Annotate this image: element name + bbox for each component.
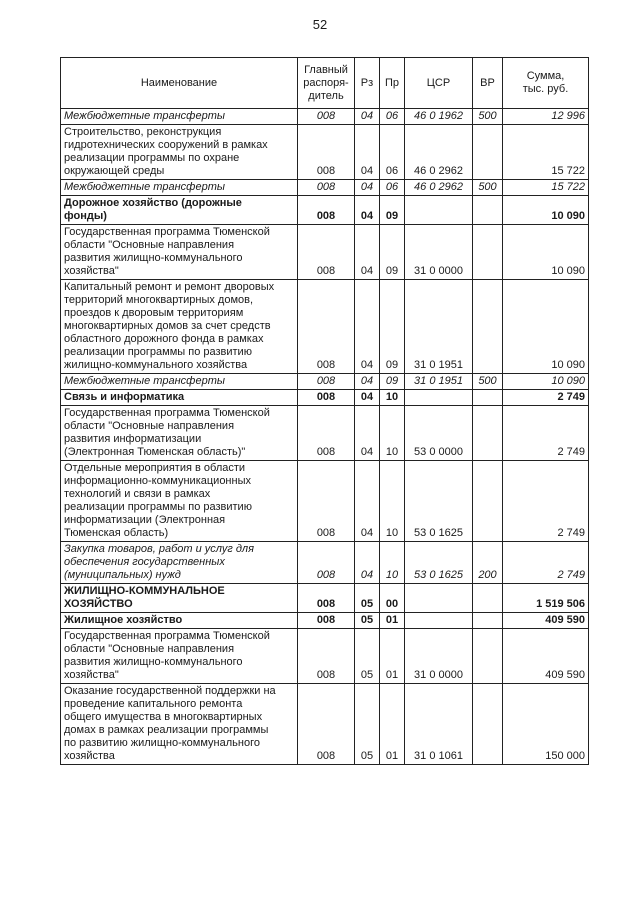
cell-name: Капитальный ремонт и ремонт дворовых территорий многоквартирных домов, проездов к дворовым территориям многоквартирных домов за счет средств областного дорожного фонда в рамках реализации программы по развитию жилищно-коммунального хозяйства	[61, 280, 298, 374]
cell-csr: 53 0 0000	[405, 406, 473, 461]
cell-name: ЖИЛИЩНО-КОММУНАЛЬНОЕ ХОЗЯЙСТВО	[61, 584, 298, 613]
cell-vr: 500	[473, 180, 503, 196]
cell-vr	[473, 125, 503, 180]
cell-admin: 008	[298, 406, 355, 461]
cell-admin: 008	[298, 613, 355, 629]
table-row	[61, 374, 589, 390]
cell-rz: 04	[355, 125, 380, 180]
budget-table	[60, 57, 589, 765]
table-row	[61, 196, 589, 225]
cell-vr	[473, 196, 503, 225]
cell-pr: 10	[380, 406, 405, 461]
cell-pr: 09	[380, 374, 405, 390]
table-row	[61, 613, 589, 629]
cell-rz: 04	[355, 225, 380, 280]
cell-vr	[473, 461, 503, 542]
cell-csr: 31 0 0000	[405, 629, 473, 684]
table-row	[61, 125, 589, 180]
cell-sum: 409 590	[503, 613, 589, 629]
table-row	[61, 584, 589, 613]
cell-csr: 31 0 1061	[405, 684, 473, 765]
cell-vr	[473, 684, 503, 765]
cell-rz: 04	[355, 374, 380, 390]
cell-pr: 01	[380, 684, 405, 765]
cell-name: Дорожное хозяйство (дорожные фонды)	[61, 196, 298, 225]
table-row	[61, 461, 589, 542]
cell-vr	[473, 390, 503, 406]
table-row	[61, 406, 589, 461]
cell-pr: 06	[380, 180, 405, 196]
cell-sum: 10 090	[503, 374, 589, 390]
header-csr: ЦСР	[405, 58, 473, 109]
cell-vr	[473, 629, 503, 684]
cell-pr: 10	[380, 390, 405, 406]
cell-admin: 008	[298, 225, 355, 280]
cell-sum: 15 722	[503, 180, 589, 196]
table-row	[61, 280, 589, 374]
cell-sum: 10 090	[503, 225, 589, 280]
table-row	[61, 109, 589, 125]
header-admin: Главный распоря- дитель	[298, 58, 355, 109]
cell-csr	[405, 390, 473, 406]
cell-pr: 10	[380, 461, 405, 542]
cell-pr: 00	[380, 584, 405, 613]
cell-csr: 46 0 2962	[405, 180, 473, 196]
cell-admin: 008	[298, 374, 355, 390]
cell-sum: 409 590	[503, 629, 589, 684]
cell-csr: 46 0 1962	[405, 109, 473, 125]
cell-pr: 06	[380, 109, 405, 125]
cell-vr	[473, 225, 503, 280]
cell-name: Строительство, реконструкция гидротехнических сооружений в рамках реализации программы по охране окружающей среды	[61, 125, 298, 180]
cell-pr: 09	[380, 225, 405, 280]
cell-name: Государственная программа Тюменской области "Основные направления развития информатизации (Электронная Тюменская область)"	[61, 406, 298, 461]
cell-pr: 09	[380, 196, 405, 225]
cell-rz: 04	[355, 461, 380, 542]
cell-admin: 008	[298, 629, 355, 684]
cell-name: Связь и информатика	[61, 390, 298, 406]
header-sum: Сумма, тыс. руб.	[503, 58, 589, 109]
cell-rz: 04	[355, 280, 380, 374]
cell-pr: 06	[380, 125, 405, 180]
cell-sum: 2 749	[503, 390, 589, 406]
cell-rz: 04	[355, 196, 380, 225]
cell-admin: 008	[298, 684, 355, 765]
cell-admin: 008	[298, 461, 355, 542]
cell-csr	[405, 196, 473, 225]
cell-csr	[405, 613, 473, 629]
table-header-row	[61, 58, 589, 109]
cell-name: Закупка товаров, работ и услуг для обеспечения государственных (муниципальных) нужд	[61, 542, 298, 584]
cell-sum: 1 519 506	[503, 584, 589, 613]
header-rz: Рз	[355, 58, 380, 109]
header-name: Наименование	[61, 58, 298, 109]
cell-csr: 31 0 1951	[405, 280, 473, 374]
table-row	[61, 390, 589, 406]
cell-rz: 05	[355, 613, 380, 629]
cell-sum: 2 749	[503, 406, 589, 461]
table-row	[61, 542, 589, 584]
cell-rz: 04	[355, 406, 380, 461]
cell-vr: 500	[473, 374, 503, 390]
cell-admin: 008	[298, 125, 355, 180]
cell-sum: 2 749	[503, 542, 589, 584]
cell-pr: 01	[380, 613, 405, 629]
cell-sum: 10 090	[503, 196, 589, 225]
cell-admin: 008	[298, 542, 355, 584]
cell-name: Государственная программа Тюменской области "Основные направления развития жилищно-коммунального хозяйства"	[61, 629, 298, 684]
page-number: 52	[312, 17, 328, 32]
cell-csr: 31 0 0000	[405, 225, 473, 280]
table-row	[61, 684, 589, 765]
cell-rz: 05	[355, 684, 380, 765]
cell-rz: 04	[355, 180, 380, 196]
cell-name: Межбюджетные трансферты	[61, 109, 298, 125]
cell-csr	[405, 584, 473, 613]
cell-vr	[473, 280, 503, 374]
cell-name: Отдельные мероприятия в области информационно-коммуникационных технологий и связи в рамках реализации программы по развитию информатизации (Электронная Тюменская область)	[61, 461, 298, 542]
cell-admin: 008	[298, 390, 355, 406]
cell-admin: 008	[298, 280, 355, 374]
table-row	[61, 180, 589, 196]
cell-csr: 46 0 2962	[405, 125, 473, 180]
cell-vr	[473, 406, 503, 461]
cell-csr: 31 0 1951	[405, 374, 473, 390]
cell-sum: 15 722	[503, 125, 589, 180]
cell-rz: 04	[355, 109, 380, 125]
cell-rz: 04	[355, 390, 380, 406]
table-row	[61, 225, 589, 280]
cell-pr: 09	[380, 280, 405, 374]
table-row	[61, 629, 589, 684]
cell-name: Межбюджетные трансферты	[61, 180, 298, 196]
cell-csr: 53 0 1625	[405, 542, 473, 584]
cell-vr: 500	[473, 109, 503, 125]
header-vr: ВР	[473, 58, 503, 109]
cell-vr: 200	[473, 542, 503, 584]
cell-pr: 01	[380, 629, 405, 684]
cell-sum: 2 749	[503, 461, 589, 542]
cell-vr	[473, 613, 503, 629]
cell-name: Жилищное хозяйство	[61, 613, 298, 629]
header-pr: Пр	[380, 58, 405, 109]
cell-admin: 008	[298, 180, 355, 196]
cell-admin: 008	[298, 584, 355, 613]
cell-sum: 150 000	[503, 684, 589, 765]
cell-name: Государственная программа Тюменской области "Основные направления развития жилищно-коммунального хозяйства"	[61, 225, 298, 280]
cell-rz: 04	[355, 542, 380, 584]
cell-sum: 12 996	[503, 109, 589, 125]
cell-admin: 008	[298, 196, 355, 225]
cell-rz: 05	[355, 584, 380, 613]
cell-rz: 05	[355, 629, 380, 684]
cell-sum: 10 090	[503, 280, 589, 374]
cell-name: Оказание государственной поддержки на проведение капитального ремонта общего имущества в многоквартирных домах в рамках реализации программы по развитию жилищно-коммунального хозяйства	[61, 684, 298, 765]
cell-vr	[473, 584, 503, 613]
cell-name: Межбюджетные трансферты	[61, 374, 298, 390]
cell-admin: 008	[298, 109, 355, 125]
cell-csr: 53 0 1625	[405, 461, 473, 542]
cell-pr: 10	[380, 542, 405, 584]
